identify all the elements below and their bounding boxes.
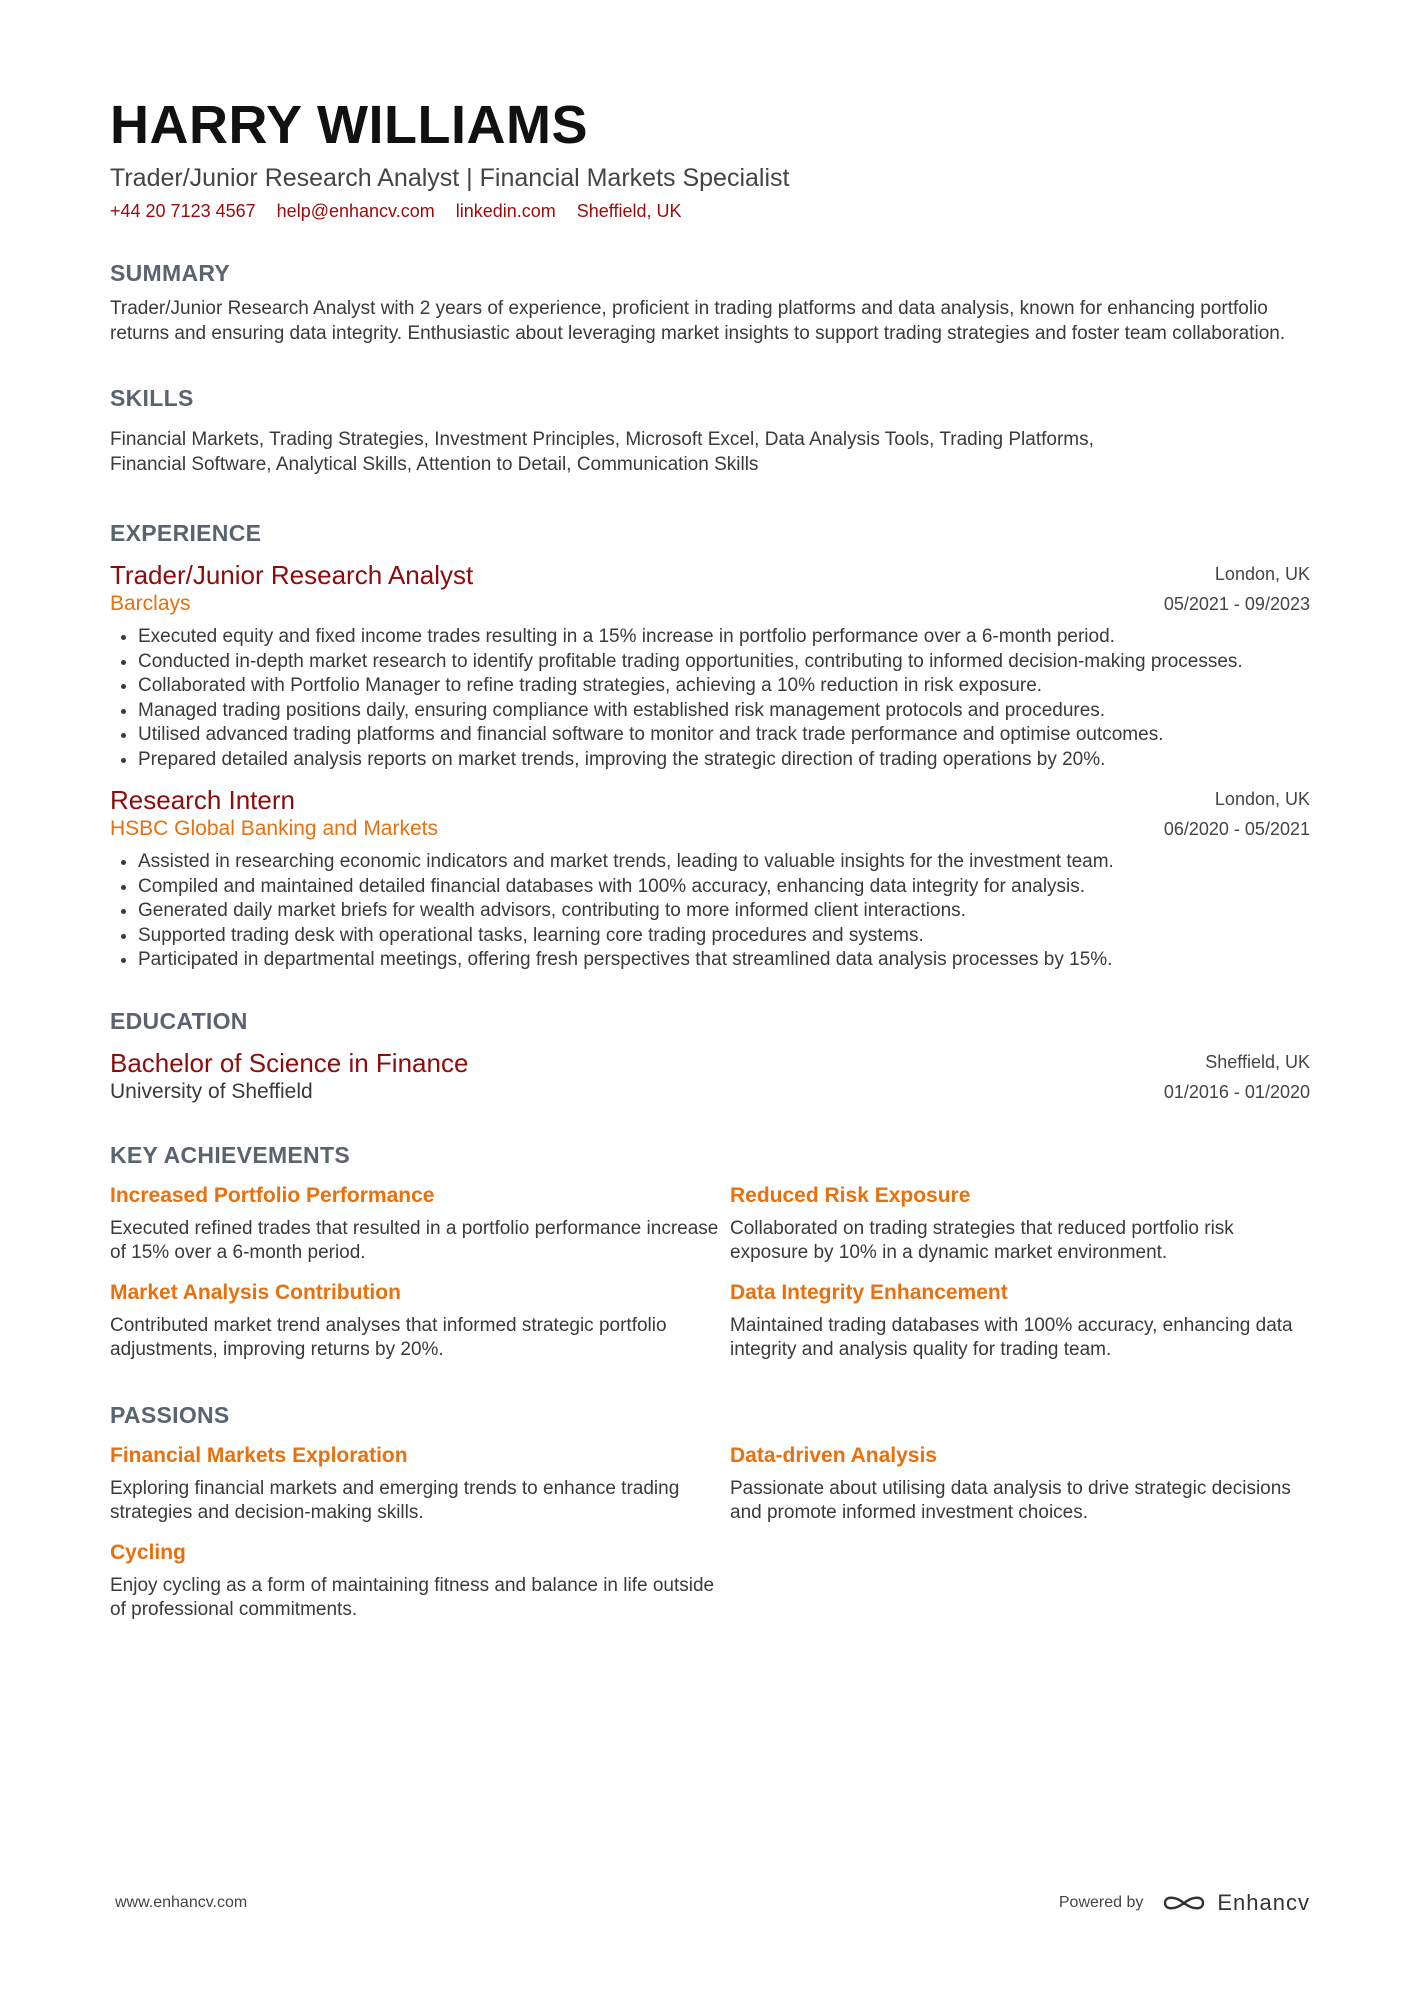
achievement-title: Reduced Risk Exposure — [730, 1183, 971, 1207]
achievement-text: Maintained trading databases with 100% accuracy, enhancing data integrity and analysis quality for trading team. — [730, 1314, 1293, 1360]
job-dates: 06/2020 - 05/2021 — [1163, 819, 1310, 839]
phone-link[interactable]: +44 20 7123 4567 — [110, 201, 256, 221]
bullet-item: • Collaborated with Portfolio Manager to refine trading strategies, achieving a 10% reduction in risk exposure. — [138, 674, 1310, 699]
section-title-experience: EXPERIENCE — [110, 520, 262, 546]
bullet-item: • Managed trading positions daily, ensuring compliance with established risk management protocols and procedures. — [138, 699, 1310, 724]
candidate-name: HARRY WILLIAMS — [110, 95, 588, 155]
header — [110, 95, 1310, 223]
skill-item: Investment Principles, — [434, 429, 621, 450]
headline: Trader/Junior Research Analyst | Financial Markets Specialist — [110, 164, 790, 192]
school-name: University of Sheffield — [110, 1079, 313, 1103]
passion-text: Passionate about utilising data analysis to drive strategic decisions and promote informed investment choices. — [730, 1477, 1291, 1523]
school-location: Sheffield, UK — [1205, 1051, 1310, 1072]
passion-title: Financial Markets Exploration — [110, 1443, 408, 1467]
section-title-education: EDUCATION — [110, 1007, 248, 1034]
passion-text: Exploring financial markets and emerging trends to enhance trading strategies and decision-making skills. — [110, 1477, 680, 1523]
entry-left — [110, 784, 438, 842]
contact-line — [110, 199, 1310, 223]
achievement-title: Data Integrity Enhancement — [730, 1280, 1008, 1304]
section-title-achievements: KEY ACHIEVEMENTS — [110, 1141, 350, 1168]
entry-meta — [1164, 1047, 1310, 1107]
degree-title: Bachelor of Science in Finance — [110, 1047, 469, 1078]
school-dates: 01/2016 - 01/2020 — [1163, 1081, 1310, 1102]
company-name: Barclays — [110, 592, 191, 615]
experience-section — [110, 519, 1310, 973]
achievements-grid — [110, 1169, 1310, 1363]
achievement-text: Contributed market trend analyses that informed strategic portfolio adjustments, improving returns by 20%. — [110, 1314, 667, 1360]
experience-entry — [110, 559, 1310, 772]
job-location: London, UK — [1214, 789, 1310, 809]
entry-header — [110, 784, 1310, 844]
entry-left — [110, 1047, 468, 1105]
skill-item: Trading Strategies, — [269, 429, 429, 450]
bullet-item: • Generated daily market briefs for wealth advisors, contributing to more informed client interactions. — [138, 899, 1310, 924]
job-title: Trader/Junior Research Analyst — [110, 560, 474, 590]
powered-by — [1059, 1890, 1310, 1916]
skill-item: Financial Markets, — [110, 429, 265, 450]
skills-section — [110, 384, 1310, 477]
education-section — [110, 1007, 1310, 1107]
company-name: HSBC Global Banking and Markets — [110, 817, 438, 840]
bullet-item: • Compiled and maintained detailed financial databases with 100% accuracy, enhancing data integrity for analysis. — [138, 875, 1310, 900]
job-dates: 05/2021 - 09/2023 — [1163, 594, 1310, 614]
entry-header — [110, 1047, 1310, 1107]
footer — [115, 1890, 1310, 1916]
bullet-item: • Participated in departmental meetings, offering fresh perspectives that streamlined data analysis processes by 15%. — [138, 948, 1310, 973]
section-title-passions: PASSIONS — [110, 1401, 230, 1428]
brand-logo[interactable] — [1161, 1890, 1310, 1916]
experience-entry — [110, 784, 1310, 973]
achievement-card — [730, 1183, 1310, 1266]
passions-grid — [110, 1429, 1310, 1623]
summary-section — [110, 259, 1310, 346]
achievement-text: Executed refined trades that resulted in a portfolio performance increase of 15% over a 6-month period. — [110, 1217, 719, 1263]
skill-item: Data Analysis Tools, — [764, 429, 935, 450]
passion-card — [110, 1540, 730, 1623]
bullet-item: • Supported trading desk with operational tasks, learning core trading procedures and systems. — [138, 924, 1310, 949]
skill-item: Analytical Skills, — [275, 453, 413, 475]
skill-item: Communication Skills — [576, 453, 759, 475]
skills-list — [110, 428, 1310, 477]
job-bullets — [110, 625, 1310, 772]
achievement-card — [730, 1280, 1310, 1363]
passion-card — [110, 1443, 730, 1526]
entry-meta — [1164, 559, 1310, 619]
section-title-summary: SUMMARY — [110, 260, 231, 286]
achievement-title: Market Analysis Contribution — [110, 1280, 401, 1304]
bullet-item: • Assisted in researching economic indicators and market trends, leading to valuable insights for the investment team. — [138, 850, 1310, 875]
job-location: London, UK — [1214, 564, 1310, 584]
job-title: Research Intern — [110, 785, 295, 815]
email-link[interactable]: help@enhancv.com — [276, 201, 435, 221]
entry-left — [110, 559, 473, 617]
bullet-item: • Prepared detailed analysis reports on market trends, improving the strategic direction of trading operations by 20%. — [138, 748, 1310, 773]
achievement-title: Increased Portfolio Performance — [110, 1183, 435, 1207]
skill-item: Financial Software, — [110, 453, 272, 475]
passion-text: Enjoy cycling as a form of maintaining fitness and balance in life outside of professional commitments. — [110, 1574, 715, 1620]
powered-by-label: Powered by — [1058, 1894, 1144, 1911]
job-bullets — [110, 850, 1310, 973]
achievement-text: Collaborated on trading strategies that reduced portfolio risk exposure by 10% in a dynamic market environment. — [730, 1217, 1234, 1263]
summary-text: Trader/Junior Research Analyst with 2 years of experience, proficient in trading platforms and data analysis, known for enhancing portfolio returns and ensuring data integrity. Enthusiastic about leveraging market insights to support trading strategies and foster team collaboration. — [110, 298, 1286, 344]
bullet-item: • Executed equity and fixed income trades resulting in a 15% increase in portfolio performance over a 6-month period. — [138, 625, 1310, 650]
location-text: Sheffield, UK — [576, 201, 682, 221]
passions-section — [110, 1401, 1310, 1623]
skill-item: Trading Platforms, — [939, 429, 1094, 450]
achievement-card — [110, 1280, 730, 1363]
section-title-skills: SKILLS — [110, 385, 194, 411]
skill-item: Microsoft Excel, — [625, 429, 760, 450]
bullet-item: • Conducted in-depth market research to identify profitable trading opportunities, contributing to informed decision-making processes. — [138, 650, 1310, 675]
achievements-section — [110, 1141, 1310, 1363]
passion-title: Cycling — [110, 1540, 186, 1564]
resume-content — [110, 95, 1310, 1623]
entry-meta — [1164, 784, 1310, 844]
passion-card — [730, 1443, 1310, 1526]
linkedin-link[interactable]: linkedin.com — [455, 201, 556, 221]
bullet-item: • Utilised advanced trading platforms and financial software to monitor and track trade performance and optimise outcomes. — [138, 723, 1310, 748]
enhancv-logo-icon — [1161, 1891, 1207, 1915]
footer-website-link[interactable]: www.enhancv.com — [115, 1894, 248, 1911]
entry-header — [110, 559, 1310, 619]
achievement-card — [110, 1183, 730, 1266]
brand-name: Enhancv — [1217, 1890, 1310, 1915]
skill-item: Attention to Detail, — [416, 453, 572, 475]
passion-title: Data-driven Analysis — [730, 1443, 937, 1467]
education-entry — [110, 1047, 1310, 1107]
